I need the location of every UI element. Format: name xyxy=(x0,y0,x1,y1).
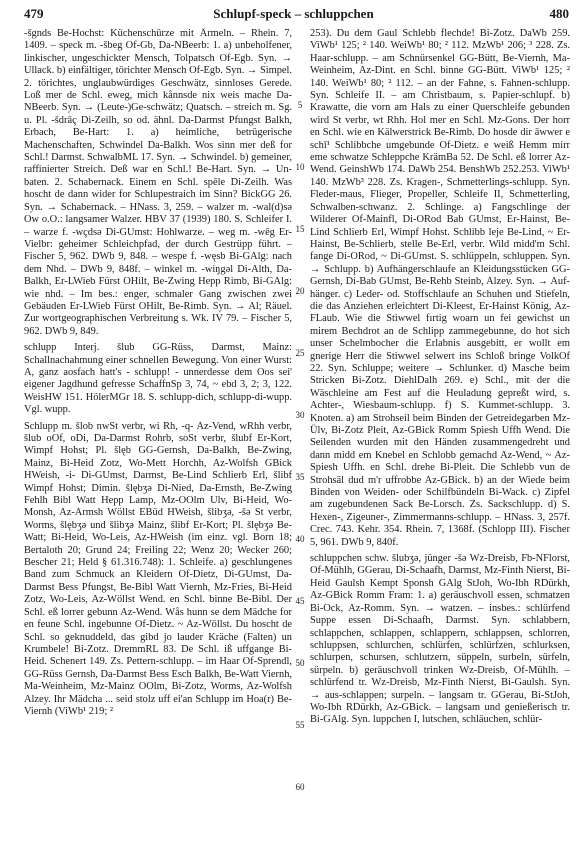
right-column xyxy=(310,28,570,848)
entry-text: 253). Du dem Gaul Schlebb flechde! Bi-Zotz. DaWb 259. ViWb¹ 125; ² 140. WeiWb¹ 80; ² 112. MzWb¹ 206; ³ 228. Zs. Haar-schlupp. – am Schnürsenkel GG-Bütt, Be-Viernh, Ma-Weinheim, Az-Dint. en Schl. binne GG-Bütt. ViWb¹ 125; ² 140. WeiWb¹ 80; ² 112. – an der Fahne, s. Fahnen-schlupp. Syn. Schleife II. – am Christbaum, s. Papier-schlupf. b) Krawatte, die vorn am Hals zu einer Querschleife gebunden wird St verbr, wt Rhh. Hol mer en Schl. Mz-Gons. Der horr en Schl. wie en Kälwerstrick Be-Rimb. Do hosde dir āwwer e schī¹ Schlibbche umgebunde Of-Dietz. e weiß Hemm mirr eme schwatze Schleppche KrämBa 52. De Schl. eß lorrer Az-Wend. GeinshWb 174. DaWb 254. BenshWb 252.253. ViWb¹ 140. MzWb³ 228. Zs. Kragen-, Schmetterlings-schlupp. Syn. Fleder-maus, Flieger, Propeller, Schleife II, Schmetterling, Schwalben-schwanz. 2. Schlinge. a) Fangschlinge der Wilderer Of-Mainfl, Di-ORod Bab GUmst, Er-Hainst, Be-Lind Schlierb Erl, Wimpf Hohst. Schlibb leje Be-Lind, ~ Er-Hainst, Be-Schlierb, stelle Be-Erl, verbr. Wild midd'm Schl. fange Di-ORod, ~ Di-GUmst. S. schlüppeln, schluppen. Syn. → Schlupp. b) Aufhängerschlaufe an Kleidungsstücken GG-Gernsh, Di-Bab GUmst, Be-Rehb Steinb, Alzey. Syn. → Auf-hänger. c) Leder- od. Stoffschlaufe an Schuhen und Stiefeln, die das Anziehen erleichtert Di-Kleest, Er-Hainst König, Az-FLaub. Wie die Stiwwel fırtig woarn un fei gewichst un mirem Bechdrot an de Schlipp zammegebunne, do hot sich unser Schelmbocher die Erlabnis ausgebitt, er wollt em gnerige Herr die Stiwwel selwert ins Schloß bringe VolkOf 22. Syn. Schluppe; weitere → Schlunker. d) Masche beim Stricken Bi-Zotz. DiehlDalh 269. e) Schl., mit der die Wäschleine am Fest auf die Heuladung gepreßt wird, s. Achter-, Wiesbaum-schlupp. f) S. Kummet-schlupp. 3. Knoten. a) am Strohseil beim Binden der Getreidegarben Mz-Ülv, Bi-Zotz Pleit, Az-GBick Romm Spiesh Uffh Wend. Die Seilenden wurden mit den Händen zusammengedreht und dann midd em Knebel en Schlobb gemachd Az-Wend, ~ Az-Spiesh Uffh. en Schl. drehe Bi-Pleit. Die Schlebb vun de Strohsäl dud m'r uffrobbe Az-GBick. b) an der Wiede beim Binden von Weiden- oder Schilfbündeln Bi-Wack. c) Zipfel am zugebundenen Sack Be-Lorsch. Zs. Sackschlupp. d) S. Hexen-, Zigeuner-, Zimmermanns-schlupp. – HNass. 3, 257f. Crec. 743. Kehr. 354. Rhein. 7, 1368f. (Schlopp III). Fischer 5, 961. DWb 9, 840f. xyxy=(310,28,570,548)
entry-text: schlupp Interj. šlub GG-Rüss, Darmst, Mainz: Schallnachahmung einer schnellen Bewegung. Von einer Wurst: A, ganz aosfach hatt's - schlupp! - unnerdesse dem Oos sei' eigener Jagdhund gefresse SchaffnSp 3, 74, ~ ebd 3, 2; 3, 122. WeisHW 151. HölerMGr 18. S. schlupp-dich, schlupp-di-wupp. Vgl. wupp. xyxy=(24,342,292,416)
line-number: 50 xyxy=(295,658,305,668)
line-number: 5 xyxy=(297,100,303,110)
line-number: 35 xyxy=(295,472,305,482)
page-title: Schlupf-speck – schluppchen xyxy=(213,6,374,21)
left-column xyxy=(24,28,292,848)
dictionary-entry xyxy=(310,553,570,727)
entry-text: -šgnds Be-Hochst: Küchenschürze mit Ärmeln. – Rhein. 7, 1409. – speck m. -šbeg Of-Gb, Da-NBeerb: 1. a) unbeholfener, linkischer, ungeschickter Mensch, Tolpatsch Of-Egb. Syn. → Ullack. b) einfältiger, törichter Mensch Of-Egb. Syn. → Simpel. 2. törichtes, unglaubwürdiges Geschwätz, sinnloses Gerede. Loß mer de Schl. eweg, mich kånnsde nix weis mache Da-NBeerb. Syn. → (Leute-)Ge-schwätz; Quatsch. – streich m. Sg. u. Pl. -šdrāç Di-Zeilh, so od. ähnl. Da-Darmst Pfungst Balkh, Erbach, Be-Hart: 1. a) heimliche, betrügerische Machenschaften, Schwindel Da-Balkh. Wos sinn mer deß for Schl.! Darmst. SchwalbML 17. Syn. → Schwindel. b) gemeiner, raffinierter Streich. Deß war en Schl.! Be-Hart. Syn. → Un-baten. 2. Schabernack. Einem en Schl. spēle Di-Zeilh. Was hoscht de dann wider for Schlupestraich im Sinn? BickGG 26. Syn. → Schabernack. – HNass. 3, 259. – walzer m. -wal(d)sə Ow o.O.: langsamer Walzer. HBV 37 (1939) 180. S. Schleifer I. – warze f. -wçdsə Di-GUmst: Hohlwarze. – weg m. -wēg Er-Vielbr: geheimer Schleichpfad, der durch Gestrüpp führt. – Fischer 5, 962. DWb 9, 848. – wespe f. -węsb Bi-GAlg: nach dem Nhd. – DWb 9, 848f. – winkel m. -wiŋgəl Di-Alth, Da-Balkh, Er-LWieb Fürst OHilt, Be-Zwing Hepp Rimb, Bi-GAlg: wie nhd. – Im bes.: enger, schmaler Gang zwischen zwei Gebäuden Er-LWieb Fürst OHilt, Be-Rimb. Syn. → Al; Räuel. Zur wortgeographischen Verbreitung s. Wk. IV 79. – Fischer 5, 962. DWb 9, 849. xyxy=(24,28,292,337)
dictionary-entry xyxy=(310,28,570,549)
line-number: 45 xyxy=(295,596,305,606)
line-number: 15 xyxy=(295,224,305,234)
line-number: 40 xyxy=(295,534,305,544)
entry-text: schluppchen schw. šlubʒə, jünger -šə Wz-Dreisb, Fb-NFlorst, Of-Mühlh, GGerau, Di-Schaafh, Darmst, Mz-Finth Nierst, Bi-Heid Gaulsh Kempt Sponsh GAlg StJoh, Wo-Ibh RDürkh, Az-GBick Romm Fram: 1. a) geräuschvoll essen, schmatzen Bi-Ock, Az-Romm. Syn. → watzen. – insbes.: schlürfend Suppe essen Di-Schaafh, Darmst. Syn. schlabbern, schlappchen, schlappen, schlappern, schlappsen, schlorren, schluppsen, schlurchen, schlürfen, schlürfzen, schlurksen, schlurpen, schursen, schlutzern, süppeln, surbeln, sürfeln, sürpeln. b) geräuschvoll trinken Wz-Dreisb, Of-Mühlh. – schlürfend tr. Wz-Dreisb, Mz-Finth Nierst, Bi-Gaulsh. Syn. → aus-schlappen; surpeln. – langsam tr. GGerau, Bi-StJoh, Wo-Ibh RDürkh, Az-GBick. – langsam und genießerisch tr. Bi-GAlg. Syn. luppchen I, lutschen, schläuchen, schlür- xyxy=(310,553,570,726)
entry-text: Schlupp m. šlob nwSt verbr, wi Rh, -q- Az-Vend, wRhh verbr, šlub oOf, oDi, Da-Darmst Rohrb, soSt verbr, šlubf Er-Kort, Wimpf Hohst; Pl. šlęb GG-Gernsh, Da-Balkh, Be-Zwing, Mainz, Bi-Heid Zotz, Wo-Mett Horchh, Az-Wolfsh GBick HWeish, -i- Di-GUmst, Darmst, Be-Lind Schlierb Erl, šlibf Wimpf Hohst; Dimin. šlębʒə Di-Nied, Da-Ernsth, Be-Zwing Fehlh Bibl Watt Hepp Lamp, Mz-OOlm Ulv, Bi-Heid, Wo-Monsh, Az-Armsh Wöllst EBüd HWeish, šlibʒə, -šə St verbr, Worms, šlębʒə und šlibʒə Mainz, šlibf Er-Kort; Pl. šlębʒə Be-Watt; Bi-Heid, Wo-Leis, Az-HWeish (im einz. vgl. Born 18; Bertaloth 20; Grund 24; Freiling 22; Wenz 20; Wecker 260; Bescher 21; Held § 61.316.748): 1. Schleife. a) geschlungenes Band zum Schmuck an Kleidern Of-Dietz, Di-GUmst, Da-Darmst Bess Pfungst, Be-Bibl Watt Viernh, Mz-Fries, Bi-Heid Zotz, Wo-Leis, Az-Wöllst Wend. en Schl. binne Be-Bibl. Der Schl. eß lorrer gebunn Az-Wend. Wås hunn se dem Mädche for en feune Schl. ingebunne Of-Dietz. ~ Az-Wöllst. Du hoscht de Schl. so geknuddeld, das gibd jo lauder Kräche (Falten) un Krumbele! Bi-Zotz. DremmRL 83. De Schl. iß uffgange Bi-Heid. Schenert 149. Zs. Pettern-schlupp. – im Haar Of-Sprendl, GG-Rüss Gernsh, Da-Darmst Bess Esch Balkh, Be-Watt Viernh, Ma-Weinheim, Mz-Mainz OOlm, Bi-Zotz, Worms, Az-Wolfsh Alzey. Ihr Mädcha ... seid stolz uff ei'an Schlupp im Hoa(r) Be-Viernh (ViWb¹ 219; ² xyxy=(24,420,292,717)
line-number: 10 xyxy=(295,162,305,172)
line-number-gutter xyxy=(291,28,309,848)
dictionary-entry xyxy=(24,28,292,338)
dictionary-entry xyxy=(24,421,292,719)
line-number: 60 xyxy=(295,782,305,792)
line-number: 55 xyxy=(295,720,305,730)
line-number: 25 xyxy=(295,348,305,358)
dictionary-entry xyxy=(24,342,292,416)
page-header xyxy=(0,0,587,24)
line-number: 30 xyxy=(295,410,305,420)
page-number-left: 479 xyxy=(24,6,44,21)
line-number: 20 xyxy=(295,286,305,296)
page-number-right: 480 xyxy=(549,6,569,21)
